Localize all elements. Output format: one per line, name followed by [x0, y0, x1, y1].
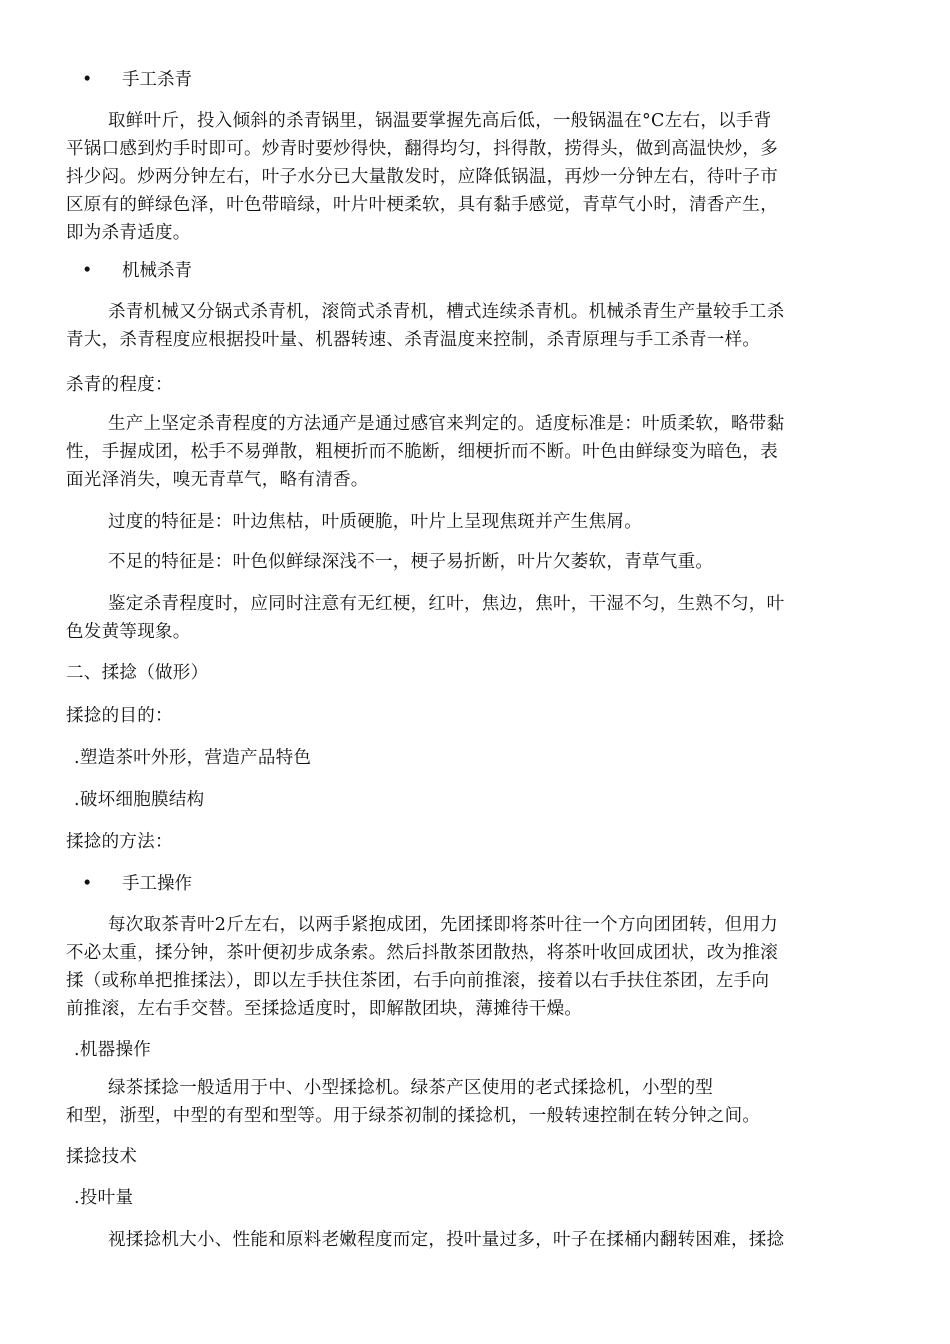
paragraph-under-fixing	[66, 548, 886, 576]
paragraph-line: 杀青机械又分锅式杀青机，滚筒式杀青机，槽式连续杀青机。机械杀青生产量较手工杀	[108, 302, 785, 322]
list-item-leaf-amount: .投叶量	[74, 1188, 134, 1208]
heading-rolling-technique: 揉捻技术	[66, 1147, 138, 1167]
paragraph-machine-operation	[66, 1074, 886, 1130]
paragraph-leaf-amount	[66, 1226, 886, 1254]
paragraph-line: 不足的特征是：叶色似鲜绿深浅不一，梗子易折断，叶片欠萎软，青草气重。	[108, 552, 714, 572]
paragraph-line: 面光泽消失，嗅无青草气，略有清香。	[66, 470, 369, 490]
bullet-label: 机械杀青	[122, 261, 192, 281]
paragraph-hand-operation	[66, 911, 886, 1023]
paragraph-line: 青大，杀青程度应根据投叶量、机器转速、杀青温度来控制，杀青原理与手工杀青一样。	[66, 330, 761, 350]
paragraph-line: 前推滚，左右手交替。至揉捻适度时，即解散团块，薄摊待干燥。	[66, 999, 583, 1019]
bullet-symbol: •	[82, 261, 93, 281]
heading-fixing-degree: 杀青的程度：	[66, 375, 173, 395]
paragraph-line: 揉（或称单把推揉法），即以左手扶住茶团，右手向前推滚，接着以右手扶住茶团，左手向	[66, 971, 770, 991]
bullet-label: 手工操作	[122, 874, 192, 894]
list-item-machine-operation: .机器操作	[74, 1040, 152, 1060]
list-item-purpose-shape: .塑造茶叶外形，营造产品特色	[74, 748, 312, 768]
paragraph-line: 取鲜叶斤，投入倾斜的杀青锅里，锅温要掌握先高后低，一般锅温在°C左右，以手背	[108, 111, 772, 131]
paragraph-line: 每次取茶青叶2斤左右，以两手紧抱成团，先团揉即将茶叶往一个方向团团转，但用力	[108, 915, 779, 935]
paragraph-hand-fixing	[66, 107, 886, 247]
paragraph-over-fixing	[66, 508, 886, 536]
heading-rolling-purpose: 揉捻的目的：	[66, 706, 173, 726]
paragraph-line: 生产上坚定杀青程度的方法通产是通过感官来判定的。适度标准是：叶质柔软，略带黏	[108, 414, 785, 434]
paragraph-machine-fixing	[66, 298, 886, 354]
paragraph-line: 视揉捻机大小、性能和原料老嫩程度而定，投叶量过多，叶子在揉桶内翻转困难，揉捻	[108, 1230, 785, 1250]
paragraph-line: 鉴定杀青程度时，应同时注意有无红梗，红叶，焦边，焦叶，干湿不匀，生熟不匀，叶	[108, 594, 785, 614]
paragraph-line: 和型，浙型，中型的有型和型等。用于绿茶初制的揉捻机，一般转速控制在转分钟之间。	[66, 1106, 761, 1126]
section-heading-rolling: 二、揉捻（做形）	[66, 663, 209, 683]
paragraph-line: 抖少闷。炒两分钟左右，叶子水分已大量散发时，应降低锅温，再炒一分钟左右，待叶子市	[66, 167, 778, 187]
paragraph-fixing-check	[66, 590, 886, 646]
paragraph-line: 色发黄等现象。	[66, 622, 191, 642]
bullet-symbol: •	[82, 874, 93, 894]
paragraph-line: 区原有的鲜绿色泽，叶色带暗绿，叶片叶梗柔软，具有黏手感觉，青草气小时，清香产生，	[66, 195, 778, 215]
heading-rolling-method: 揉捻的方法：	[66, 832, 173, 852]
paragraph-line: 过度的特征是：叶边焦枯，叶质硬脆，叶片上呈现焦斑并产生焦屑。	[108, 512, 642, 532]
paragraph-line: 性，手握成团，松手不易弹散，粗梗折而不脆断，细梗折而不断。叶色由鲜绿变为暗色，表	[66, 442, 778, 462]
bullet-label: 手工杀青	[122, 70, 192, 90]
list-item-purpose-membrane: .破坏细胞膜结构	[74, 790, 205, 810]
paragraph-line: 绿茶揉捻一般适用于中、小型揉捻机。绿茶产区使用的老式揉捻机，小型的型	[108, 1078, 714, 1098]
paragraph-line: 平锅口感到灼手时即可。炒青时要炒得快，翻得均匀，抖得散，捞得头，做到高温快炒，多	[66, 139, 778, 159]
paragraph-line: 即为杀青适度。	[66, 223, 191, 243]
paragraph-line: 不必太重，揉分钟，茶叶便初步成条索。然后抖散茶团散热，将茶叶收回成团状，改为推滚	[66, 943, 778, 963]
bullet-symbol: •	[82, 70, 93, 90]
paragraph-degree-standard	[66, 410, 886, 494]
